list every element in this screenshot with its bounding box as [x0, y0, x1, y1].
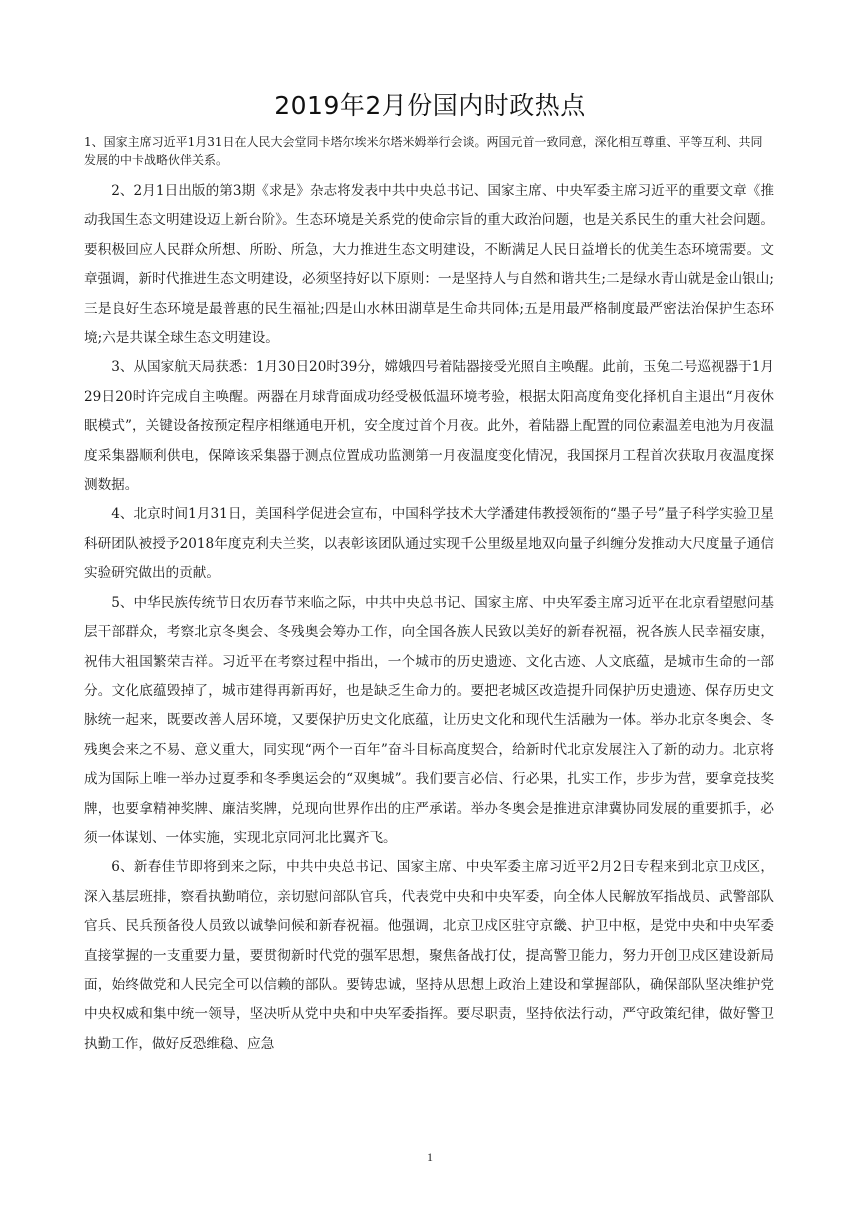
paragraph-3: 3、从国家航天局获悉：1月30日20时39分，嫦娥四号着陆器接受光照自主唤醒。此前，玉兔二号巡视器于1月29日20时许完成自主唤醒。两器在月球背面成功经受极低温环境考验，根据太阳高度角变化择机自主退出“月夜休眠模式”，关键设备按预定程序相继通电开机，安全度过首个月夜。此外，着陆器上配置的同位素温差电池为月夜温度采集器顺利供电，保障该采集器于测点位置成功监测第一月夜温度变化情况，我国探月工程首次获取月夜温度探测数据。: [84, 359, 774, 494]
paragraph-5: 5、中华民族传统节日农历春节来临之际，中共中央总书记、国家主席、中央军委主席习近平在北京看望慰问基层干部群众，考察北京冬奥会、冬残奥会筹办工作，向全国各族人民致以美好的新春祝福，祝各族人民幸福安康，祝伟大祖国繁荣吉祥。习近平在考察过程中指出，一个城市的历史遗迹、文化古迹、人文底蕴，是城市生命的一部分。文化底蕴毁掉了，城市建得再新再好，也是缺乏生命力的。要把老城区改造提升同保护历史遗迹、保存历史文脉统一起来，既要改善人居环境，又要保护历史文化底蕴，让历史文化和现代生活融为一体。举办北京冬奥会、冬残奥会来之不易、意义重大，同实现“两个一百年”奋斗目标高度契合，给新时代北京发展注入了新的动力。北京将成为国际上唯一举办过夏季和冬季奥运会的“双奥城”。我们要言必信、行必果，扎实工作，步步为营，要拿竞技奖牌，也要拿精神奖牌、廉洁奖牌，兑现向世界作出的庄严承诺。举办冬奥会是推进京津冀协同发展的重要抓手，必须一体谋划、一体实施，实现北京同河北比翼齐飞。: [84, 594, 774, 846]
document-title: 2019年2月份国内时政热点: [274, 91, 586, 120]
paragraph-1: 1、国家主席习近平1月31日在人民大会堂同卡塔尔埃米尔塔米姆举行会谈。两国元首一致同意，深化相互尊重、平等互利、共同发展的中卡战略伙伴关系。: [84, 135, 763, 167]
paragraph-2: 2、2月1日出版的第3期《求是》杂志将发表中共中央总书记、国家主席、中央军委主席习近平的重要文章《推动我国生态文明建设迈上新台阶》。生态环境是关系党的使命宗旨的重大政治问题，也是关系民生的重大社会问题。要积极回应人民群众所想、所盼、所急，大力推进生态文明建设，不断满足人民日益增长的优美生态环境需要。文章强调，新时代推进生态文明建设，必须坚持好以下原则：一是坚持人与自然和谐共生;二是绿水青山就是金山银山;三是良好生态环境是最普惠的民生福祉;四是山水林田湖草是生命共同体;五是用最严格制度最严密法治保护生态环境;六是共谋全球生态文明建设。: [84, 183, 774, 347]
paragraph-4: 4、北京时间1月31日，美国科学促进会宣布，中国科学技术大学潘建伟教授领衔的“墨子号”量子科学实验卫星科研团队被授予2018年度克利夫兰奖，以表彰该团队通过实现千公里级星地双向量子纠缠分发推动大尺度量子通信实验研究做出的贡献。: [84, 506, 774, 582]
page-number: 1: [427, 1150, 433, 1164]
paragraph-6: 6、新春佳节即将到来之际，中共中央总书记、国家主席、中央军委主席习近平2月2日专程来到北京卫戍区，深入基层班排，察看执勤哨位，亲切慰问部队官兵，代表党中央和中央军委，向全体人民解放军指战员、武警部队官兵、民兵预备役人员致以诚挚问候和新春祝福。他强调，北京卫戍区驻守京畿、护卫中枢，是党中央和中央军委直接掌握的一支重要力量，要贯彻新时代党的强军思想，聚焦备战打仗，提高警卫能力，努力开创卫戍区建设新局面，始终做党和人民完全可以信赖的部队。要铸忠诚，坚持从思想上政治上建设和掌握部队，确保部队坚决维护党中央权威和集中统一领导，坚决听从党中央和中央军委指挥。要尽职责，坚持依法行动，严守政策纪律，做好警卫执勤工作，做好反恐维稳、应急: [84, 859, 774, 1052]
document-body: [84, 133, 774, 1059]
